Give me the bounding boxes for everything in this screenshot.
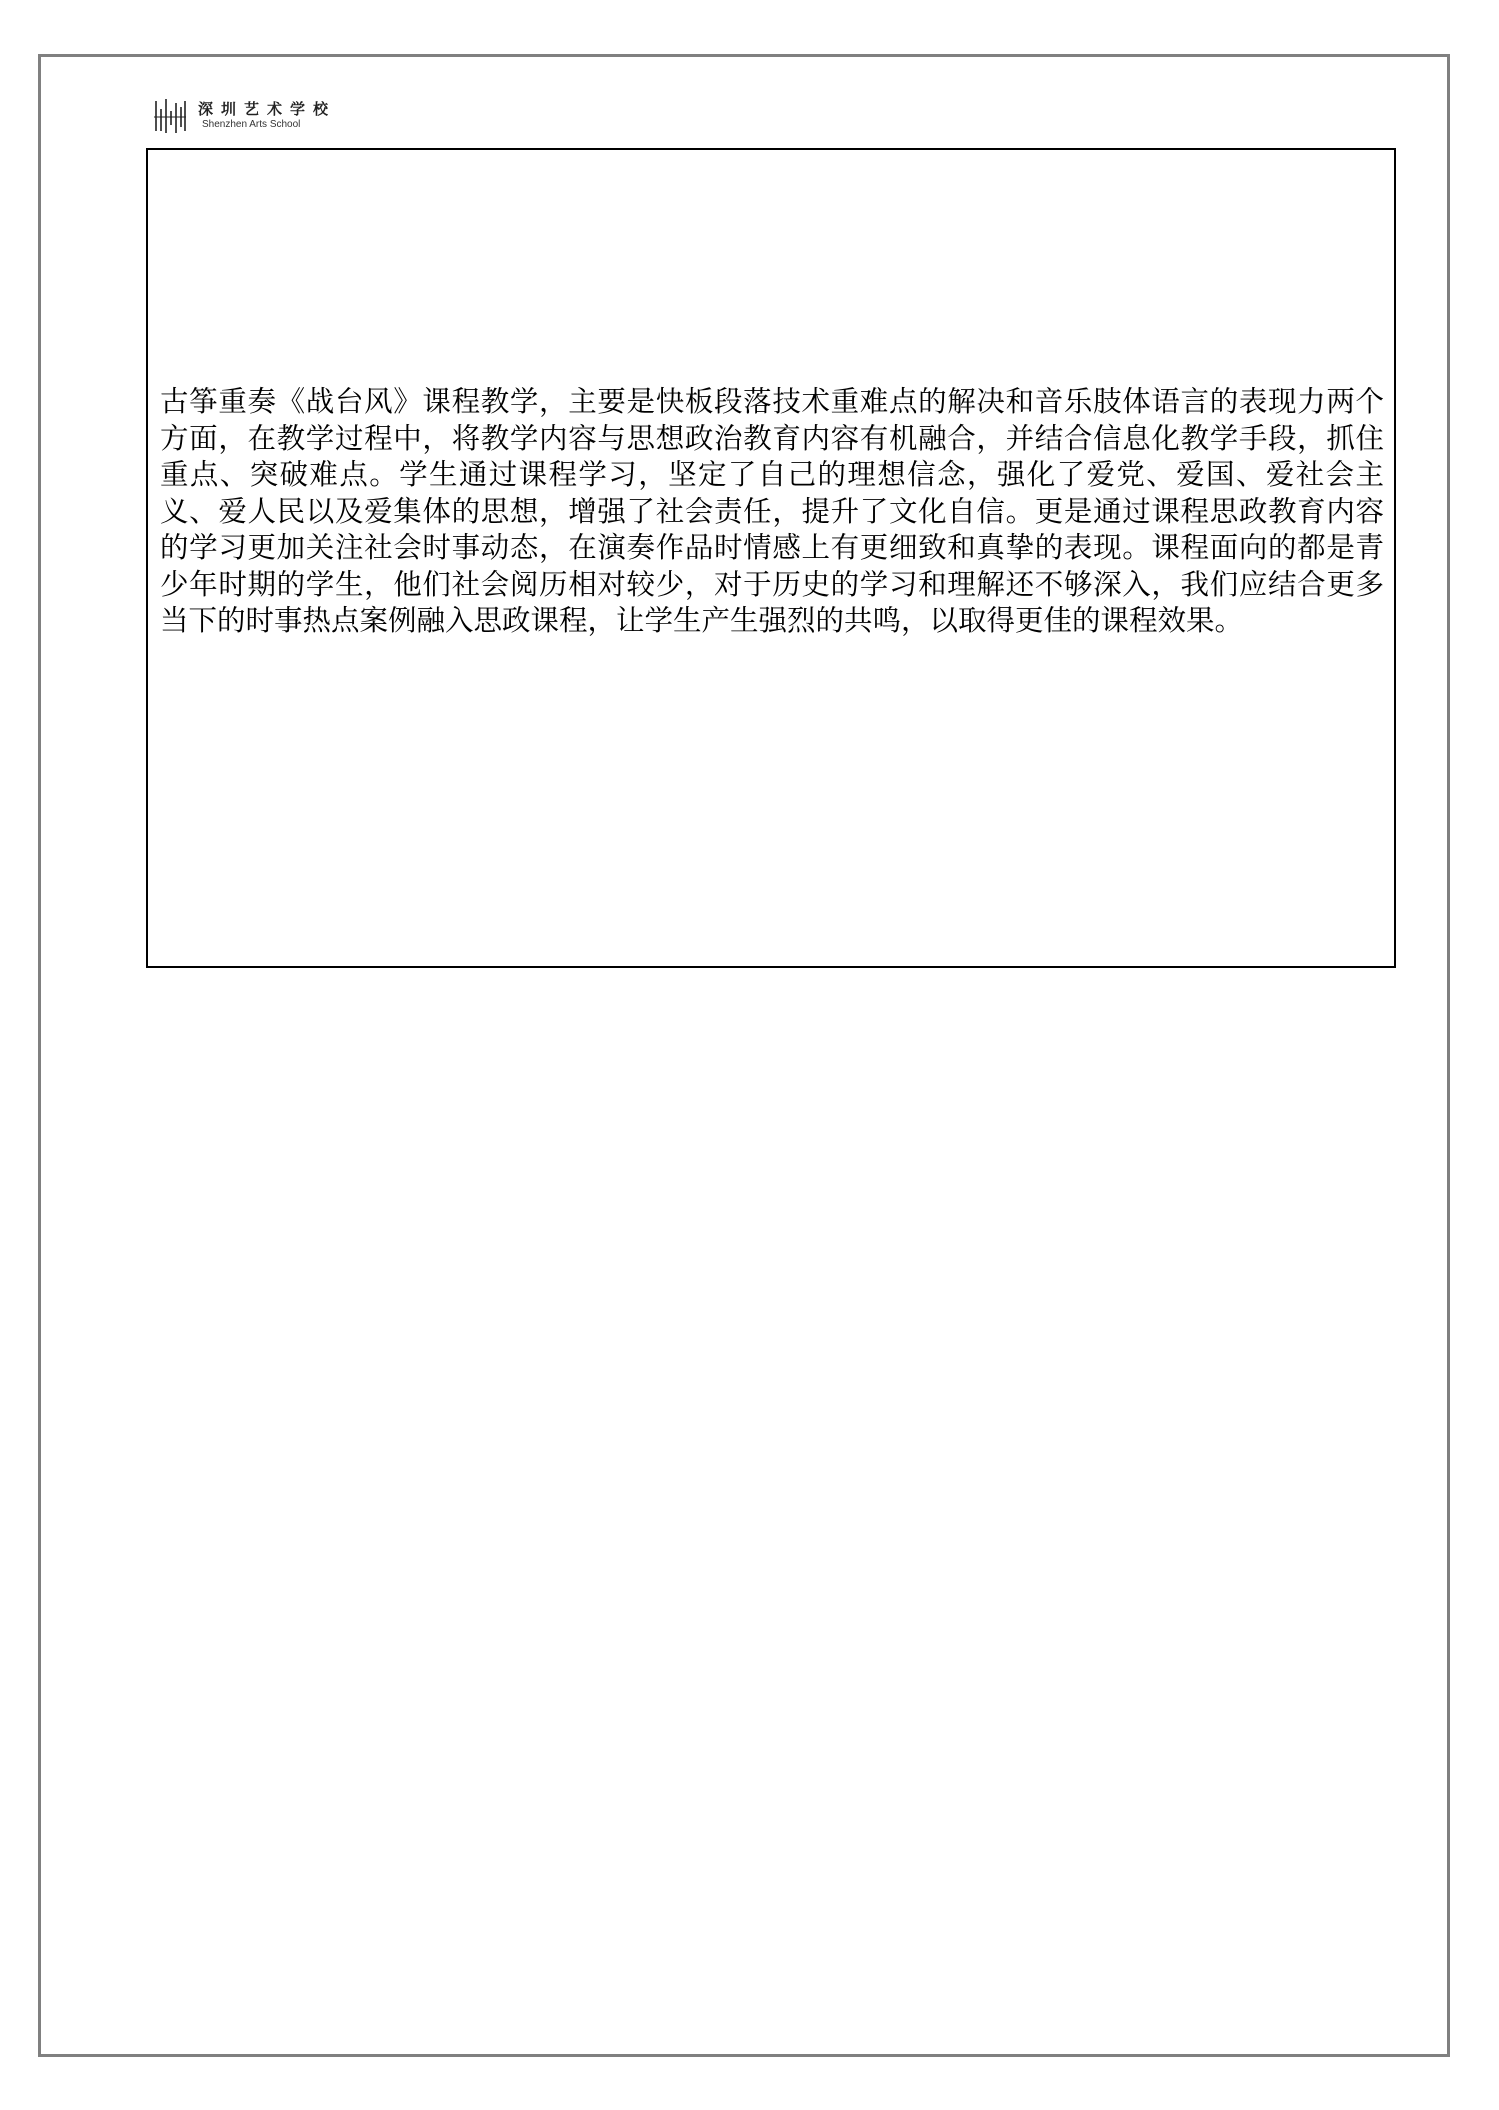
- logo-chinese-name: 深圳艺术学校: [198, 100, 337, 118]
- logo-english-name: Shenzhen Arts School: [202, 119, 301, 130]
- logo-text: [198, 100, 336, 132]
- body-paragraph: 古筝重奏《战台风》课程教学，主要是快板段落技术重难点的解决和音乐肢体语言的表现力两个方面，在教学过程中，将教学内容与思想政治教育内容有机融合，并结合信息化教学手段，抓住重点、突破难点。学生通过课程学习，坚定了自己的理想信念，强化了爱党、爱国、爱社会主义、爱人民以及爱集体的思想，增强了社会责任，提升了文化自信。更是通过课程思政教育内容的学习更加关注社会时事动态，在演奏作品时情感上有更细致和真挚的表现。课程面向的都是青少年时期的学生，他们社会阅历相对较少，对于历史的学习和理解还不够深入，我们应结合更多当下的时事热点案例融入思政课程，让学生产生强烈的共鸣，以取得更佳的课程效果。: [160, 385, 1384, 637]
- school-logo: [154, 96, 336, 136]
- vertical-lines-logo-icon: [154, 97, 186, 135]
- content-box: [146, 148, 1396, 968]
